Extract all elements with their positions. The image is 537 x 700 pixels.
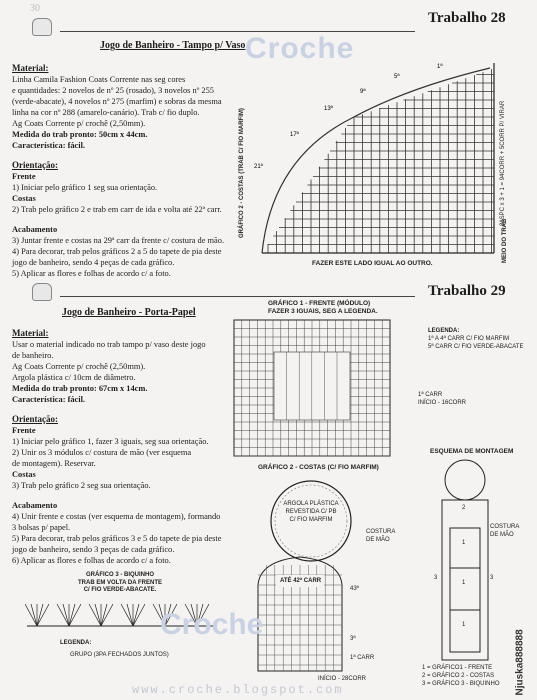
- t29-acab-line: 5) Para decorar, trab pelos gráficos 3 e 5 do tapete de pia deste: [12, 534, 222, 543]
- t28-acab-line: 5) Aplicar as flores e folhas de acordo c/ a foto.: [12, 269, 171, 278]
- ring-label-line: REVESTIDA C/ PB: [285, 509, 337, 515]
- t29-material-line: Usar o material indicado no trab tampo p/ vaso deste jogo: [12, 340, 206, 349]
- t29-header: Trabalho 29: [428, 283, 506, 299]
- schema-diagram: [430, 458, 500, 663]
- schema-num: 1: [462, 540, 466, 546]
- t28-text-block: [12, 63, 267, 279]
- t28-material-line: Linha Camila Fashion Coats Corrente nas seg cores: [12, 75, 186, 84]
- t29-material-line: Argola plástica c/ 10cm de diâmetro.: [12, 373, 136, 382]
- t28-acab-head: Acabamento: [12, 225, 58, 234]
- t28-grid: [262, 68, 494, 253]
- t28-costas-line: 2) Trab pelo gráfico 2 e trab em carr de ida e volta até 22ª carr.: [12, 205, 222, 214]
- t29-g1-start: INÍCIO - 16CORR: [418, 400, 467, 406]
- t28-row-mark: 13ª: [324, 106, 333, 112]
- t28-chart: [232, 48, 532, 273]
- t28-material-line: Medida do trab pronto: 50cm x 44cm.: [12, 130, 148, 139]
- t29-acab-line: 4) Unir frente e costas (ver esquema de montagem), formando: [12, 512, 221, 521]
- t28-acab-line: jogo de banheiro, sendo 4 peças de cada gráfico.: [12, 258, 175, 267]
- t29-g3-legend-head: LEGENDA:: [60, 640, 92, 646]
- t28-row-mark: 21ª: [254, 164, 263, 170]
- t28-acab-line: 4) Para decorar, trab pelos gráficos 2 a 5 do tapete de pia deste: [12, 247, 222, 256]
- ring-label-line: C/ FIO MARFIM: [289, 517, 333, 523]
- t29-g2-mark: 43ª: [350, 586, 359, 592]
- t28-chart-side1: 31SPC x 3 + 1 = 94CORR + 5CORR P/ VIRAR: [500, 100, 506, 226]
- t28-material-line: Característica: fácil.: [12, 141, 86, 150]
- t28-chart-caption: FAZER ESTE LADO IGUAL AO OUTRO.: [312, 260, 433, 267]
- schema-legend-line: 2 = GRÁFICO 2 - COSTAS: [422, 673, 495, 679]
- t29-material-line: Característica: fácil.: [12, 395, 86, 404]
- t29-acab-line: 6) Aplicar as flores e folhas de acordo c/ a foto.: [12, 556, 171, 565]
- t28-material-head: Material:: [12, 63, 49, 73]
- t29-costas-line: 3) Trab pelo gráfico 2 seg sua orientação.: [12, 481, 151, 490]
- schema-num: 2: [462, 505, 466, 511]
- t29-costas-head: Costas: [12, 470, 36, 479]
- t28-row-mark: 9ª: [360, 89, 366, 95]
- t28-header: Trabalho 28: [428, 10, 506, 26]
- g3-title-line: TRAB EM VOLTA DA FRENTE: [78, 579, 162, 586]
- t29-legend-line: 5ª CARR C/ FIO VERDE-ABACATE: [428, 344, 524, 350]
- t29-header-icon: [32, 283, 52, 301]
- t29-g2-mark: 1ª CARR: [350, 655, 375, 661]
- schema-num: 1: [462, 580, 466, 586]
- t29-g2-title: GRÁFICO 2 - COSTAS (C/ FIO MARFIM): [258, 464, 379, 471]
- t28-costas-head: Costas: [12, 194, 36, 203]
- t29-g1-subtitle: FAZER 3 IGUAIS, SEG A LEGENDA.: [268, 308, 378, 315]
- t29-text-block: [12, 328, 247, 566]
- t28-row-mark: 17ª: [290, 132, 299, 138]
- schema-num: 3: [490, 575, 494, 581]
- t28-chart-side2: MEIO DO TRAB: [502, 218, 508, 263]
- page-number-prefix: 30: [30, 3, 40, 14]
- bottom-url: www.croche.blogspot.com: [132, 683, 344, 697]
- schema-costura-line: DE MÃO: [490, 532, 514, 538]
- g3-title-line: GRÁFICO 3 - BIQUINHO: [85, 572, 154, 578]
- t28-row-mark: 5ª: [394, 74, 400, 80]
- t29-g2-mark: 3ª: [350, 636, 356, 642]
- t28-title: Jogo de Banheiro - Tampo p/ Vaso: [100, 40, 246, 51]
- t29-frente-head: Frente: [12, 426, 36, 435]
- t29-acab-line: 3 bolsas p/ papel.: [12, 523, 71, 532]
- t29-g2-start: INÍCIO - 28CORR: [318, 676, 367, 682]
- costura-line: DE MÃO: [366, 537, 390, 543]
- t28-material-line: e quantidades: 2 novelos de nº 25 (rosado), 3 novelos nº 255: [12, 86, 214, 95]
- t29-legend-line: 1ª A 4ª CARR C/ FIO MARFIM: [428, 336, 510, 342]
- t29-material-line: de banheiro.: [12, 351, 54, 360]
- t28-material-line: Ag Coats Corrente p/ crochê (2,50mm).: [12, 119, 146, 128]
- costura-line: COSTURA: [366, 529, 396, 535]
- t29-header-rule: [60, 296, 415, 297]
- t29-title: Jogo de Banheiro - Porta-Papel: [62, 307, 196, 318]
- t29-material-head: Material:: [12, 328, 49, 338]
- schema-legend-line: 3 = GRÁFICO 3 - BIQUINHO: [422, 681, 500, 687]
- t29-g1-start: 1ª CARR: [418, 392, 443, 398]
- t28-header-icon: [32, 18, 52, 36]
- t28-orientacao-head: Orientação:: [12, 160, 58, 170]
- t29-frente-line: 2) Unir os 3 módulos c/ costura de mão (ver esquema: [12, 448, 192, 457]
- signature: Njuska888888: [514, 629, 526, 696]
- t29-costura-label: [366, 528, 395, 544]
- schema-costura: [490, 523, 519, 539]
- t29-g2-chart: [250, 555, 350, 675]
- ring-label-line: ARGOLA PLÁSTICA: [283, 501, 339, 507]
- brand-watermark-top: Croche: [245, 32, 355, 65]
- t29-frente-line: de montagem). Reservar.: [12, 459, 96, 468]
- t29-acab-head: Acabamento: [12, 501, 58, 510]
- schema-num: 3: [434, 575, 438, 581]
- t28-chart-vlabel: GRÁFICO 2 - COSTAS (TRAB C/ FIO MARFIM): [239, 108, 245, 238]
- t29-g3-legend-item: GRUPO (3PA FECHADOS JUNTOS): [70, 652, 169, 658]
- t28-header-rule: [60, 31, 415, 32]
- t29-g1-chart: [232, 318, 392, 460]
- g3-title-line: C/ FIO VERDE-ABACATE.: [83, 587, 157, 593]
- t28-material-line: (verde-abacate), 4 novelos nº 275 (marfim) e sobras da mesma: [12, 97, 222, 106]
- schema-title: ESQUEMA DE MONTAGEM: [430, 448, 514, 455]
- schema-num: 1: [462, 622, 466, 628]
- schema-legend: [422, 664, 500, 688]
- t29-legend-head: LEGENDA:: [428, 328, 460, 334]
- brand-watermark-bottom: Croche: [160, 608, 264, 641]
- t29-g3-title: [70, 572, 170, 595]
- t28-row-mark: 1ª: [437, 64, 443, 70]
- t29-g1-title: GRÁFICO 1 - FRENTE (MÓDULO): [268, 300, 371, 307]
- schema-legend-line: 1 = GRÁFICO1 - FRENTE: [422, 665, 493, 671]
- t28-frente-head: Frente: [12, 172, 36, 181]
- t28-frente-line: 1) Iniciar pelo gráfico 1 seg sua orientação.: [12, 183, 158, 192]
- t29-acab-line: jogo de banheiro, sendo 3 peças de cada gráfico.: [12, 545, 175, 554]
- t29-material-line: Ag Coats Corrente p/ crochê (2,50mm).: [12, 362, 146, 371]
- t29-ate42: ATÉ 42ª CARR: [280, 578, 322, 584]
- t29-frente-line: 1) Iniciar pelo gráfico 1, fazer 3 iguais, seg sua orientação.: [12, 437, 209, 446]
- t29-material-line: Medida do trab pronto: 67cm x 14cm.: [12, 384, 148, 393]
- t28-acab-line: 3) Juntar frente e costas na 29ª carr da frente c/ costura de mão.: [12, 236, 225, 245]
- schema-costura-line: COSTURA: [490, 524, 520, 530]
- ring-label: [281, 500, 341, 524]
- t28-material-line: linha na cor nº 288 (amarelo-canário). Trab c/ fio duplo.: [12, 108, 200, 117]
- t29-orientacao-head: Orientação:: [12, 414, 58, 424]
